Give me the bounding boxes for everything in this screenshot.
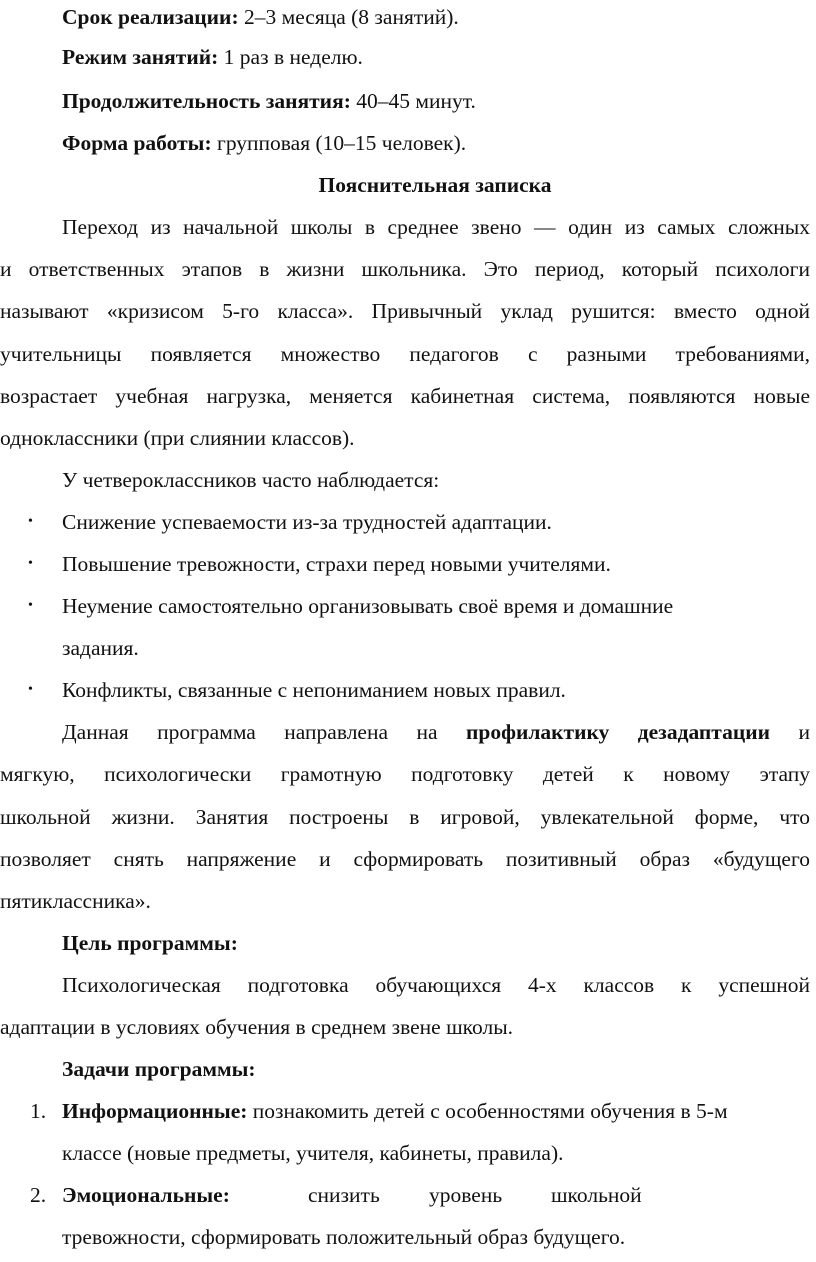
intro-line-3: называют «кризисом 5-го класса». Привычный уклад рушится: вместо одной xyxy=(0,299,810,323)
intro-line-1: Переход из начальной школы в среднее звено — один из самых сложных xyxy=(62,215,810,239)
program-line-3: школьной жизни. Занятия построены в игровой, увлекательной форме, что xyxy=(0,805,810,829)
bullet-icon: • xyxy=(28,514,33,529)
program-line-2: мягкую, психологически грамотную подготовку детей к новому этапу xyxy=(0,762,810,786)
meta-schedule: Режим занятий: 1 раз в неделю. xyxy=(62,45,363,69)
task-item-2-cont: тревожности, сформировать положительный образ будущего. xyxy=(62,1225,626,1249)
bullet-item-1: Снижение успеваемости из-за трудностей адаптации. xyxy=(62,510,552,534)
bullet-item-3-cont: задания. xyxy=(62,636,139,660)
section-title: Пояснительная записка xyxy=(318,173,552,197)
task-number: 1. xyxy=(30,1099,47,1123)
list-intro: У четвероклассников часто наблюдается: xyxy=(62,468,440,492)
meta-form: Форма работы: групповая (10–15 человек). xyxy=(62,131,467,155)
task-item-1-cont: классе (новые предметы, учителя, кабинеты, правила). xyxy=(62,1141,564,1165)
bullet-icon: • xyxy=(28,598,33,613)
program-line-4: позволяет снять напряжение и сформировать позитивный образ «будущего xyxy=(0,847,810,871)
task-word: школьной xyxy=(551,1183,642,1207)
meta-term: Срок реализации: 2–3 месяца (8 занятий). xyxy=(62,5,459,29)
task-item-1: Информационные: познакомить детей с особенностями обучения в 5-м xyxy=(62,1099,728,1123)
tasks-title: Задачи программы: xyxy=(62,1057,256,1081)
task-word: снизить xyxy=(308,1183,380,1207)
goal-line-1: Психологическая подготовка обучающихся 4-х классов к успешной xyxy=(62,973,810,997)
goal-line-2: адаптации в условиях обучения в среднем звене школы. xyxy=(0,1015,514,1039)
bullet-item-3: Неумение самостоятельно организовывать своё время и домашние xyxy=(62,594,674,618)
bullet-item-4: Конфликты, связанные с непониманием новых правил. xyxy=(62,678,566,702)
goal-title: Цель программы: xyxy=(62,931,238,955)
bullet-icon: • xyxy=(28,682,33,697)
task-number: 2. xyxy=(30,1183,47,1207)
bullet-item-2: Повышение тревожности, страхи перед новыми учителями. xyxy=(62,552,611,576)
program-line-1: Данная программа направлена на профилактику дезадаптации и xyxy=(62,720,810,744)
meta-duration: Продолжительность занятия: 40–45 минут. xyxy=(62,89,476,113)
bullet-icon: • xyxy=(28,556,33,571)
document-page: Срок реализации: 2–3 месяца (8 занятий). Режим занятий: 1 раз в неделю. Продолжительность занятия: 40–45 минут. Форма работы: групповая (10–15 человек). Пояснительная записка Переход из начальной школы в среднее звено — один из самых сложных и ответственных этапов в жизни школьника. Это период, который психологи называют «кризисом 5-го класса». Привычный уклад рушится: вместо одной учительницы появляется множество педагогов с разными требованиями, возрастает учебная нагрузка, меняется кабинетная система, появляются новые одноклассники (при слиянии классов). У четвероклассников часто наблюдается: • Снижение успеваемости из-за трудностей адаптации. • Повышение тревожности, страхи перед новыми учителями. • Неумение самостоятельно организовывать своё время и домашние задания. • Конфликты, связанные с непониманием новых правил. Данная программа направлена на профилактику дезадаптации и мягкую, психологически грамотную подготовку детей к новому этапу школьной жизни. Занятия построены в игровой, увлекательной форме, что позволяет снять напряжение и сформировать позитивный образ «будущего пятиклассника». Цель программы: Психологическая подготовка обучающихся 4-х классов к успешной адаптации в условиях обучения в среднем звене школы. Задачи программы: 1. Информационные: познакомить детей с особенностями обучения в 5-м классе (новые предметы, учителя, кабинеты, правила). 2. Эмоциональные: снизить уровень школьной тревожности, сформировать положительный образ будущего. xyxy=(0,0,816,1262)
program-line-5: пятиклассника». xyxy=(0,889,151,913)
intro-line-5: возрастает учебная нагрузка, меняется кабинетная система, появляются новые xyxy=(0,384,810,408)
intro-line-4: учительницы появляется множество педагогов с разными требованиями, xyxy=(0,342,810,366)
task-word: уровень xyxy=(429,1183,503,1207)
intro-line-6: одноклассники (при слиянии классов). xyxy=(0,426,355,450)
intro-line-2: и ответственных этапов в жизни школьника. Это период, который психологи xyxy=(0,257,810,281)
